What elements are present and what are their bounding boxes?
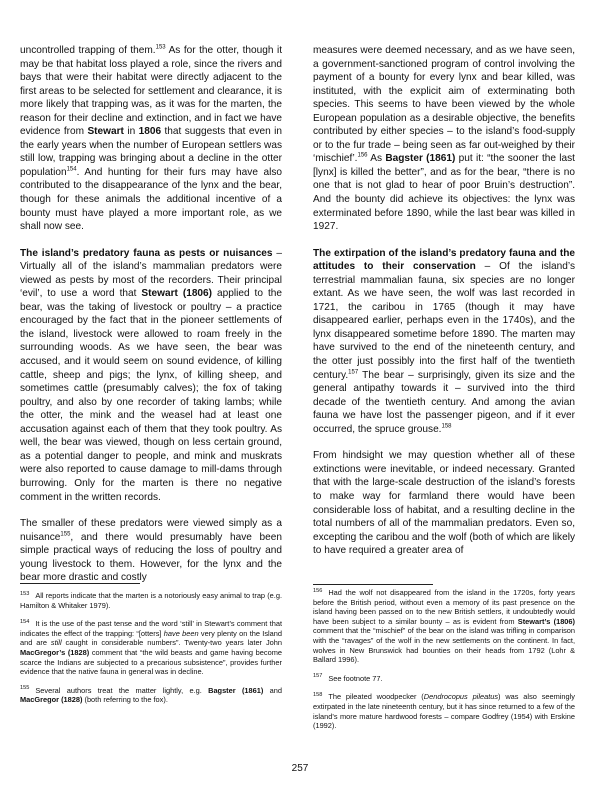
left-paragraph-2: The island’s predatory fauna as pests or nuisances – Virtually all of the island’s mammalian predators were viewed as pests by most of the recorders. Their principal ‘evil’, to use a word that Stewart (1806) applied to the bear, was the taking of livestock or poultry – a practice encouraged by the fact that in the pioneer settlements of the island, livestock were allowed to roam freely in the surrounding woods. As we have seen, the bear was accused, and it would seem on sound evidence, of killing cattle, sheep and pigs; the lynx, of killing sheep, and sometimes cattle (presumably calves); the fox of taking poultry, and also by one recorder of taking lambs; while the otter, the mink and the weasel had at least one accusation against each of them that they took poultry. As well, the bear was viewed, though on less certain ground, as a potential danger to people, and mink and muskrats were also reported to cause damage to mill-dams through burrowing. Only for the marten is there no negative comment in the written records. <box>20 247 283 503</box>
footnote-158: $^{158}$ The pileated woodpecker (Dendrocopus pileatus) was also seemingly extirpated in the late nineteenth century, but it has since returned to a few of the island’s more mature hardwood forests – compare Godfrey (1954) with Erskine (1992). <box>313 691 575 731</box>
right-paragraph-3: From hindsight we may question whether all of these extinctions were inevitable, or indeed necessary. Granted that with the large-scale destruction of the island’s forests to make way for farmland there would have been considerable loss of habitat, and a resulting decline in the total numbers of all of the mammalian predators. Even so, excepting the caribou and the wolf (both of which are likely to have required a greater area of <box>313 450 575 557</box>
footnote-ref-156[interactable]: 156 <box>357 153 368 160</box>
footnote-ref-158[interactable]: 158 <box>441 423 452 430</box>
section-heading-pests: The island’s predatory fauna as pests or nuisances <box>20 247 273 259</box>
footnote-ref-153[interactable]: 153 <box>155 44 166 51</box>
left-paragraph-1: uncontrolled trapping of them.$^{153}$ As for the otter, though it may be that habitat loss played a role, since the rivers and bays that were their habitat were directly adjacent to the first areas to be selected for settlement and clearance, it is more likely that trapping was, as it was for the marten, the reason for their decline and extinction, and in fact we have evidence from Stewart in 1806 that suggests that even in the early years when the number of European settlers was still low, trapping was bringing about a decline in the otter population$^{154}$. And hunting for their furs may have also contributed to the disappearance of the lynx and the bear, though for these animals the additional incentive of a bounty must have played a more important role, as we shall now see. <box>20 44 282 233</box>
footnote-154: $^{154}$ It is the use of the past tense and the word ‘still’ in Stewart’s comment that indicates the effect of the trapping: “[otters] have been very plenty on the Island and are still caught in considerable numbers”. Twenty-two years later John MacGregor’s (1828) comment that “the wild beasts and game having become scarce the Indians are subjected to a precarious subsistence”, provides further evidence that the native fauna in general was in decline. <box>20 618 282 677</box>
right-footnote-rule <box>313 584 433 585</box>
page-number: 257 <box>291 763 309 774</box>
right-footnotes <box>313 588 575 740</box>
left-paragraph-3: The smaller of these predators were viewed simply as a nuisance$^{155}$, and there would presumably have been simple practical ways of reducing the loss of poultry and young livestock to them. However, for the lynx and the bear more drastic and costly <box>20 518 282 584</box>
footnote-155: $^{155}$ Several authors treat the matter lightly, e.g. Bagster (1861) and MacGregor (1828) (both referring to the fox). <box>20 685 282 705</box>
right-paragraph-1: measures were deemed necessary, and as we have seen, a government-sanctioned program of control involving the payment of a bounty for every lynx and bear killed, was instituted, with the explicit aim of exterminating both species. This seems to have been viewed by the whole European population as a desirable objective, the benefits contributed by either species – to the island’s food-supply or to the fur trade – being seen as far out-weighed by their ‘mischief’.$^{156}$ As Bagster (1861) put it: “the sooner the last [lynx] is killed the better”, and as for the bear, “there is no one that is not glad to hear of poor Bruin’s destruction”. And the bounty did achieve its objectives: the lynx was exterminated before 1890, while the last bear was killed in 1927. <box>313 45 575 233</box>
footnote-ref-155[interactable]: 155 <box>60 531 71 538</box>
section-heading-extirpation: The extirpation of the island’s predatory fauna and the attitudes to their conservation <box>313 247 575 273</box>
footnote-156: $^{156}$ Had the wolf not disappeared from the island in the 1720s, forty years before the British period, without even a memory of its past presence on the island having been passed on to the new British settlers, it undoubtedly would have been subject to a similar bounty – as is evident from Stewart’s (1806) comment that the “mischief” of the bear on the island was trifling in comparison with the “ravages” of the wolf in the new settlements on the continent. In fact, wolves in New Brunswick had bounties on their heads from 1792 (Lohr & Ballard 1996). <box>313 587 575 665</box>
footnote-ref-157[interactable]: 157 <box>348 369 359 376</box>
footnote-157: $^{157}$ See footnote 77. <box>313 673 383 683</box>
right-column <box>313 44 575 571</box>
footnote-153: $^{153}$ All reports indicate that the marten is a notoriously easy animal to trap (e.g. Hamilton & Whitaker 1979). <box>20 590 282 610</box>
left-column <box>20 44 282 598</box>
right-paragraph-2: The extirpation of the island’s predatory fauna and the attitudes to their conservation – Of the island’s terrestrial mammalian fauna, six species are no longer extant. As we have seen, the wolf was last recorded in 1721, the caribou in 1765 (though it may have disappeared earlier, perhaps even in the 1740s), and the lynx disappeared sometime before 1890. The marten may have survived to the end of the nineteenth century, and the otter just possibly into the first half of the twentieth century.$^{157}$ The bear – surprisingly, given its size and the general antipathy towards it – survived into the third decade of the twentieth century. And among the avian fauna we have lost the passenger pigeon, and if it ever occurred, the spruce grouse.$^{158}$ <box>313 247 575 435</box>
left-footnotes <box>20 591 282 714</box>
left-footnote-rule <box>20 583 140 584</box>
footnote-ref-154[interactable]: 154 <box>66 166 77 173</box>
